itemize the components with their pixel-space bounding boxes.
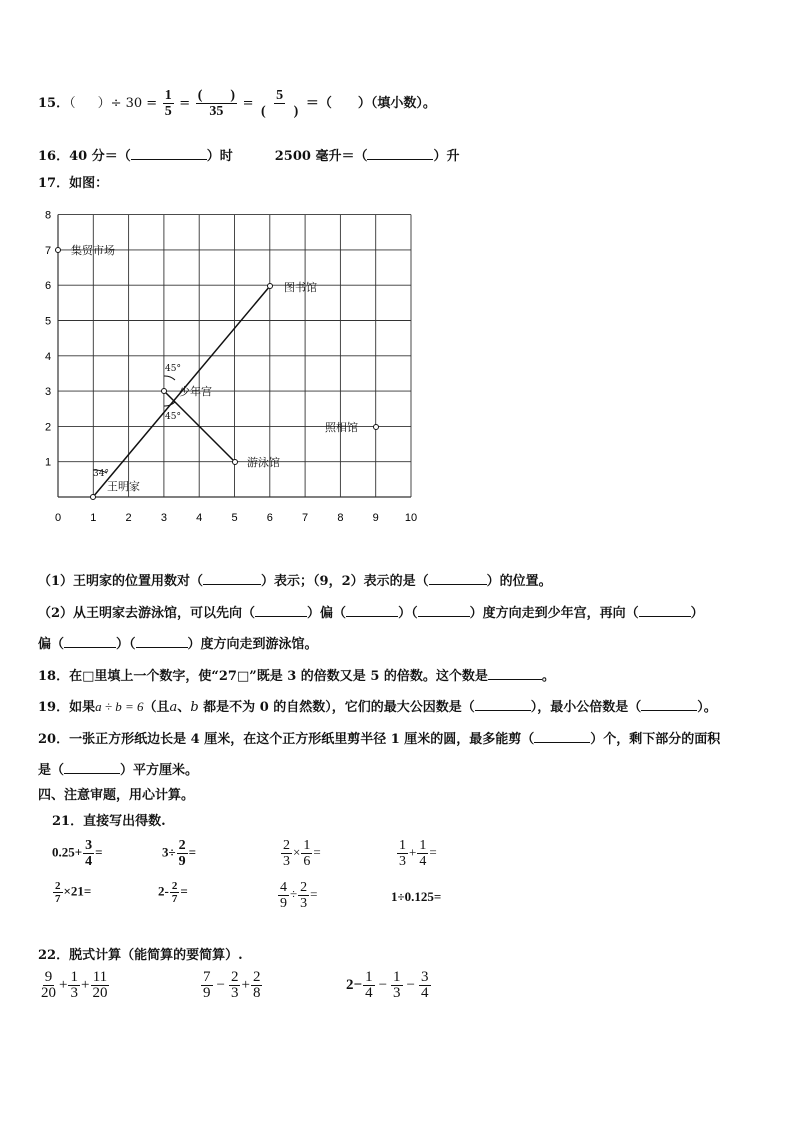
- y-tick-label: 3: [44, 386, 52, 399]
- answer-blank[interactable]: [255, 603, 307, 617]
- label-pool: 游泳馆: [247, 456, 280, 469]
- answer-blank[interactable]: [534, 729, 590, 743]
- label-home: 王明家: [107, 480, 140, 493]
- label-photo: 照相馆: [325, 421, 358, 434]
- answer-blank[interactable]: [639, 603, 691, 617]
- x-tick-label: 10: [404, 512, 418, 524]
- y-tick-label: 7: [44, 244, 52, 257]
- question-21-title: 21．直接写出得数.: [52, 814, 166, 829]
- x-tick-label: 1: [90, 512, 97, 524]
- question-15: 15．（ ）÷ 30 = $\frac{1}{5}$ = $\frac{( )}{35}$ = $\frac{5}{( )}$ ＝（ ）（填小数）。: [38, 88, 436, 119]
- answer-blank[interactable]: [64, 760, 120, 774]
- question-22-title: 22．脱式计算（能简算的要简算）.: [38, 948, 243, 963]
- question-18: 18．在□里填上一个数字，使“27□”既是 3 的倍数又是 5 的倍数。这个数是 。: [38, 666, 555, 686]
- expression: $\frac{7}{9}$ − $\frac{2}{3}$ + $\frac{2}{8}$: [203, 969, 261, 1001]
- fraction: $\frac{( )}{35}$: [197, 88, 236, 119]
- label-library: 图书馆: [284, 281, 317, 294]
- x-tick-label: 5: [231, 512, 238, 524]
- label-angle-45-bottom: 45°: [165, 412, 181, 422]
- answer-blank[interactable]: [346, 603, 398, 617]
- question-16: 16．40 分＝（ ）时 2500 毫升＝（ ）升: [38, 146, 459, 166]
- answer-blank[interactable]: [429, 571, 487, 585]
- y-tick-label: 4: [44, 350, 52, 363]
- expression: 2− $\frac{1}{4}$ − $\frac{1}{3}$ − $\frac{3}{4}$: [346, 969, 429, 1001]
- answer-blank[interactable]: [367, 146, 433, 160]
- point-youth: [162, 389, 167, 394]
- question-20-line-2: 是（ ）平方厘米。: [38, 760, 198, 780]
- expression: $\frac{9}{20}$ + $\frac{1}{3}$ + $\frac{11}{20}$: [41, 969, 108, 1001]
- point-photo: [374, 425, 379, 430]
- question-17-part-1: （1）王明家的位置用数对（ ）表示；（9，2）表示的是（ ）的位置。: [38, 571, 552, 591]
- label-market: 集贸市场: [71, 244, 115, 257]
- y-tick-label: 5: [44, 315, 52, 328]
- label-angle-34: 34°: [93, 469, 109, 479]
- angle-arc-45-top: [164, 376, 175, 380]
- expression: $\frac{1}{3}$ + $\frac{1}{4}$ =: [399, 838, 437, 869]
- x-tick-label: 7: [302, 512, 309, 524]
- expression: $\frac{2}{3}$ × $\frac{1}{6}$ =: [283, 838, 321, 869]
- question-20: 20．一张正方形纸边长是 4 厘米，在这个正方形纸里剪半径 1 厘米的圆，最多能剪（ ）个，剩下部分的面积: [38, 729, 720, 749]
- point-library: [268, 284, 273, 289]
- answer-blank[interactable]: [203, 571, 261, 585]
- point-home: [91, 495, 96, 500]
- x-tick-label: 0: [54, 512, 62, 524]
- fraction: $\frac{1}{5}$: [164, 88, 172, 119]
- expression: 3÷ $\frac{2}{9}$ =: [162, 838, 197, 869]
- point-market: [56, 248, 61, 253]
- expression: 1÷0.125=: [391, 889, 442, 904]
- question-17-part-2: （2）从王明家去游泳馆，可以先向（ ）偏（ ）（ ）度方向走到少年宫，再向（ ）: [38, 603, 704, 623]
- label-angle-45-top: 45°: [165, 364, 181, 374]
- answer-blank[interactable]: [136, 634, 188, 648]
- y-tick-label: 6: [44, 280, 52, 293]
- x-tick-label: 4: [196, 512, 203, 524]
- y-tick-label: 8: [44, 209, 52, 222]
- question-19: 19．如果a ÷ b = 6（且a、b 都是不为 0 的自然数），它们的最大公因数是（ ），最小公倍数是（ ）。: [38, 699, 717, 715]
- answer-blank[interactable]: [475, 697, 531, 711]
- answer-blank[interactable]: [64, 634, 116, 648]
- expression: 2- $\frac{2}{7}$ =: [158, 880, 188, 905]
- answer-blank[interactable]: [641, 697, 697, 711]
- angle-arc-45-bottom: [164, 402, 175, 406]
- section-heading: 四、注意审题，用心计算。: [38, 788, 195, 803]
- x-tick-label: 3: [160, 512, 167, 524]
- expression: 0.25+ $\frac{3}{4}$ =: [52, 838, 103, 869]
- fraction: $\frac{5}{( )}$: [261, 88, 299, 119]
- answer-blank[interactable]: [418, 603, 470, 617]
- question-17-title: 17．如图：: [38, 176, 109, 191]
- y-tick-label: 2: [44, 421, 52, 434]
- point-pool: [233, 460, 238, 465]
- x-tick-label: 9: [372, 512, 379, 524]
- coordinate-grid: [34, 205, 434, 525]
- y-tick-label: 1: [44, 456, 52, 469]
- x-tick-label: 6: [266, 512, 273, 524]
- answer-blank[interactable]: [131, 146, 207, 160]
- answer-blank[interactable]: [488, 666, 542, 680]
- label-youth: 少年宫: [179, 385, 212, 398]
- x-tick-label: 8: [337, 512, 344, 524]
- x-tick-label: 2: [125, 512, 132, 524]
- question-17-part-3: 偏（ ）（ ）度方向走到游泳馆。: [38, 634, 318, 654]
- expression: $\frac{4}{9}$ ÷ $\frac{2}{3}$ =: [280, 880, 318, 911]
- expression: $\frac{2}{7}$ ×21=: [55, 880, 92, 905]
